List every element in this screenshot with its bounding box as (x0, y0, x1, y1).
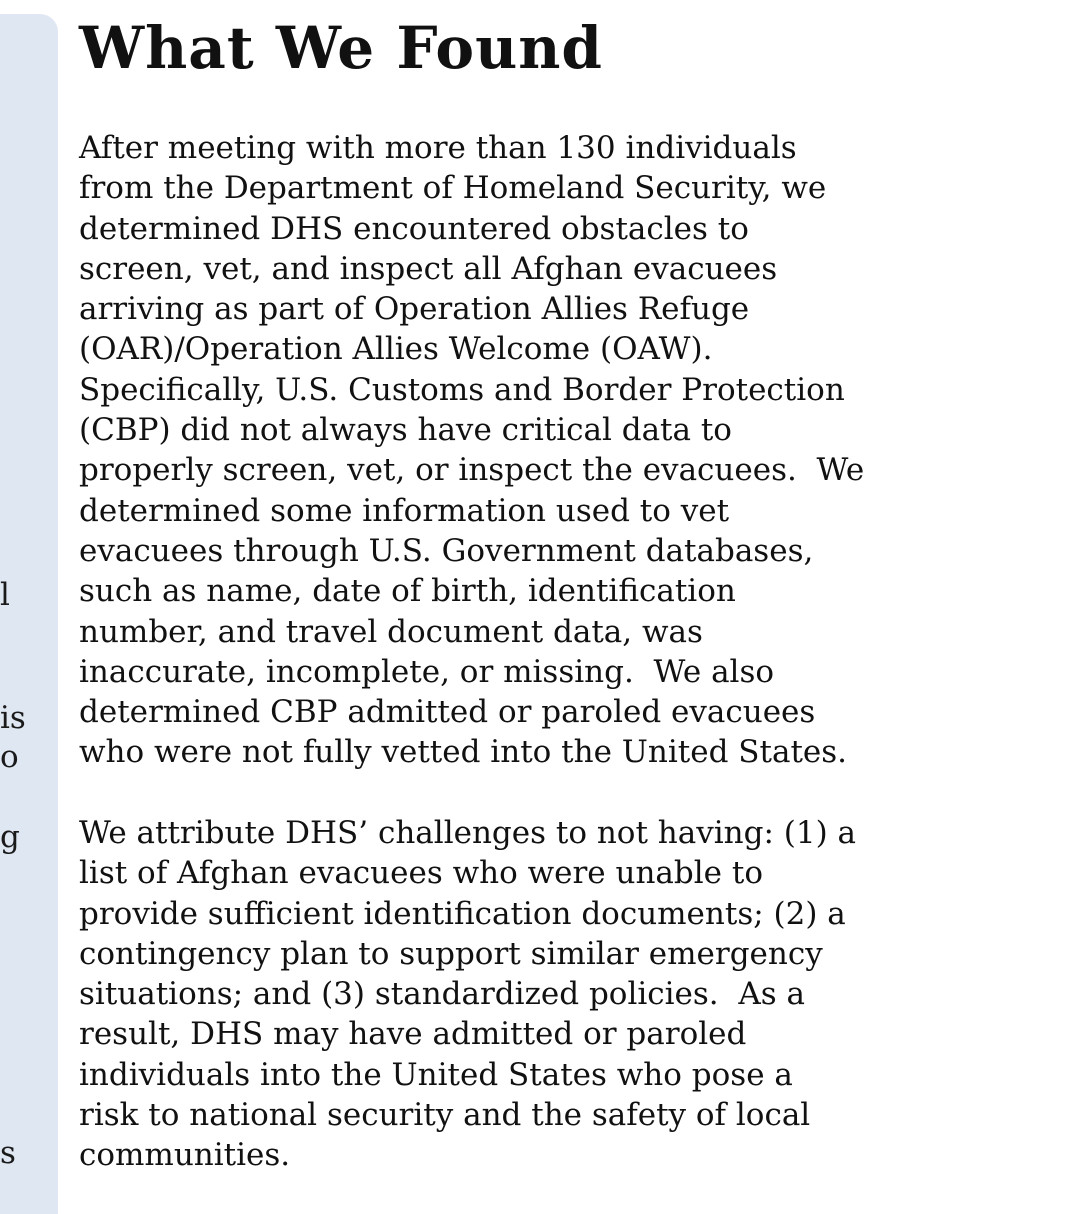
paragraph-line: such as name, date of birth, identification (79, 573, 736, 610)
sidebar-text-fragment: is (0, 700, 26, 736)
sidebar-text-fragment: l (0, 577, 10, 613)
paragraph-line: inaccurate, incomplete, or missing. We also (79, 653, 775, 690)
paragraph-line: provide sufficient identification documents; (2) a (79, 895, 846, 932)
paragraph-line: who were not fully vetted into the United States. (79, 734, 848, 771)
paragraph-line: arriving as part of Operation Allies Refuge (79, 291, 750, 328)
causes-paragraph (79, 813, 856, 1176)
paragraph-line: number, and travel document data, was (79, 613, 703, 650)
section-title: What We Found (79, 14, 603, 82)
sidebar-text-fragment: s (0, 1135, 16, 1171)
findings-paragraph (79, 128, 864, 773)
paragraph-line: situations; and (3) standardized policies. As a (79, 976, 806, 1013)
paragraph-line: evacuees through U.S. Government databases, (79, 532, 814, 569)
paragraph-line: determined CBP admitted or paroled evacuees (79, 694, 816, 731)
paragraph-line: result, DHS may have admitted or paroled (79, 1016, 747, 1053)
paragraph-line: risk to national security and the safety of local (79, 1097, 811, 1134)
paragraph-line: (CBP) did not always have critical data to (79, 412, 732, 449)
paragraph-line: individuals into the United States who pose a (79, 1056, 793, 1093)
sidebar-panel (0, 14, 58, 1214)
paragraph-line: determined some information used to vet (79, 492, 730, 529)
paragraph-line: from the Department of Homeland Security, we (79, 170, 827, 207)
paragraph-line: We attribute DHS’ challenges to not having: (1) a (79, 815, 857, 851)
paragraph-line: (OAR)/Operation Allies Welcome (OAW). (79, 331, 713, 368)
paragraph-line: Specifically, U.S. Customs and Border Protection (79, 371, 845, 408)
sidebar-text-fragment: g (0, 819, 20, 855)
paragraph-line: properly screen, vet, or inspect the evacuees. We (79, 452, 865, 489)
paragraph-line: determined DHS encountered obstacles to (79, 210, 749, 247)
sidebar-text-fragment: o (0, 739, 19, 775)
paragraph-line: list of Afghan evacuees who were unable to (79, 855, 763, 892)
paragraph-line: communities. (79, 1137, 291, 1174)
paragraph-line: contingency plan to support similar emergency (79, 935, 823, 972)
paragraph-line: screen, vet, and inspect all Afghan evacuees (79, 250, 778, 287)
paragraph-line: After meeting with more than 130 individuals (79, 130, 797, 166)
